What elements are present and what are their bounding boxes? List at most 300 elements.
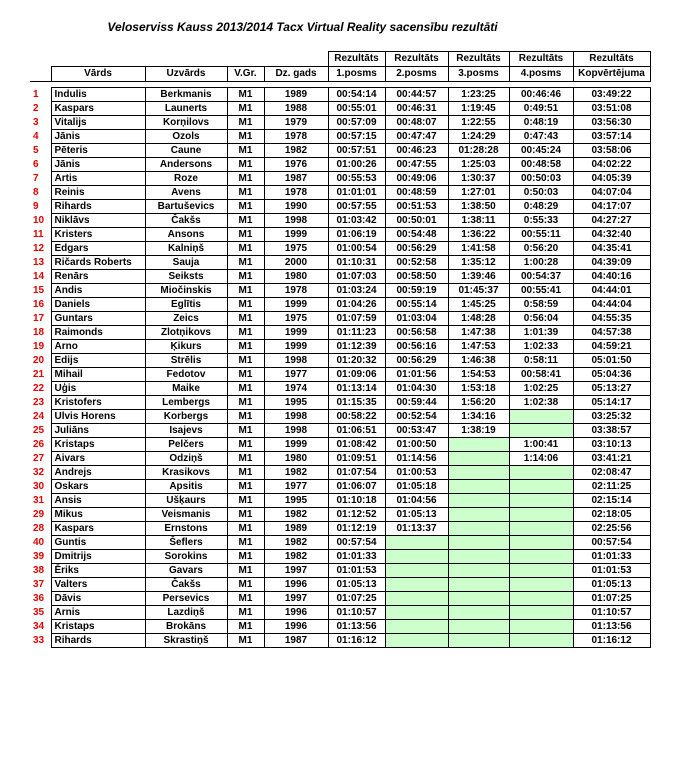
table-row [30, 298, 650, 312]
cell-r2: 00:56:29 [385, 354, 448, 368]
header-age-group: V.Gr. [227, 67, 264, 82]
cell-r2: 00:52:58 [385, 256, 448, 270]
header-result-total: Rezultāts [573, 52, 650, 67]
cell-first: Jānis [51, 130, 145, 144]
cell-r2 [385, 564, 448, 578]
header-birth-year: Dz. gads [264, 67, 328, 82]
cell-num: 17 [33, 313, 45, 324]
cell-r3 [448, 606, 509, 620]
cell-r3: 1:36:22 [448, 228, 509, 242]
table-row [30, 228, 650, 242]
cell-total: 04:44:01 [573, 284, 650, 298]
cell-r1: 01:06:07 [328, 480, 385, 494]
cell-first: Dāvis [51, 592, 145, 606]
cell-num: 24 [33, 411, 45, 422]
cell-first: Arnis [51, 606, 145, 620]
cell-num: 35 [33, 607, 45, 618]
cell-first: Jānis [51, 158, 145, 172]
cell-r3 [448, 508, 509, 522]
cell-vgr: M1 [227, 312, 264, 326]
cell-r3 [448, 522, 509, 536]
cell-r1: 01:12:52 [328, 508, 385, 522]
cell-total: 01:16:12 [573, 634, 650, 648]
cell-r2: 00:58:50 [385, 270, 448, 284]
cell-last: Miočinskis [145, 284, 227, 298]
cell-r1: 01:05:13 [328, 578, 385, 592]
table-row [30, 578, 650, 592]
cell-r2: 00:47:55 [385, 158, 448, 172]
cell-r4: 1:02:25 [509, 382, 573, 396]
table-row [30, 480, 650, 494]
cell-r1: 00:55:01 [328, 102, 385, 116]
table-row [30, 144, 650, 158]
cell-num: 27 [33, 453, 45, 464]
cell-r4 [509, 536, 573, 550]
cell-vgr: M1 [227, 172, 264, 186]
cell-total: 04:07:04 [573, 186, 650, 200]
cell-year: 1980 [264, 270, 328, 284]
cell-r4: 1:01:39 [509, 326, 573, 340]
cell-r2: 01:00:50 [385, 438, 448, 452]
cell-first: Vitalijs [51, 116, 145, 130]
cell-r3 [448, 550, 509, 564]
cell-r1: 01:13:56 [328, 620, 385, 634]
cell-r4: 0:55:33 [509, 214, 573, 228]
cell-r1: 01:06:19 [328, 228, 385, 242]
cell-r4 [509, 508, 573, 522]
cell-r2: 00:59:44 [385, 396, 448, 410]
cell-num: 5 [33, 145, 39, 156]
cell-r2: 00:53:47 [385, 424, 448, 438]
cell-year: 1974 [264, 382, 328, 396]
cell-r1: 00:57:51 [328, 144, 385, 158]
cell-total: 04:44:04 [573, 298, 650, 312]
cell-r3: 1:48:28 [448, 312, 509, 326]
table-row [30, 172, 650, 186]
cell-r2 [385, 578, 448, 592]
cell-r2: 01:01:56 [385, 368, 448, 382]
table-row [30, 452, 650, 466]
cell-first: Kristofers [51, 396, 145, 410]
cell-vgr: M1 [227, 396, 264, 410]
cell-year: 1998 [264, 214, 328, 228]
table-row [30, 396, 650, 410]
table-row [30, 214, 650, 228]
cell-vgr: M1 [227, 88, 264, 102]
cell-r3 [448, 494, 509, 508]
cell-r4: 0:56:04 [509, 312, 573, 326]
cell-first: Edgars [51, 242, 145, 256]
cell-last: Sauja [145, 256, 227, 270]
cell-first: Rihards [51, 634, 145, 648]
cell-r3: 1:47:38 [448, 326, 509, 340]
cell-year: 1999 [264, 326, 328, 340]
cell-total: 02:15:14 [573, 494, 650, 508]
cell-r4: 1:14:06 [509, 452, 573, 466]
cell-r1: 01:16:12 [328, 634, 385, 648]
cell-r4: 00:48:58 [509, 158, 573, 172]
cell-r4: 0:49:51 [509, 102, 573, 116]
cell-first: Oskars [51, 480, 145, 494]
cell-total: 04:59:21 [573, 340, 650, 354]
cell-year: 1999 [264, 228, 328, 242]
cell-total: 04:35:41 [573, 242, 650, 256]
cell-r2: 01:05:18 [385, 480, 448, 494]
table-row [30, 354, 650, 368]
page-title [0, 20, 691, 34]
cell-total: 03:41:21 [573, 452, 650, 466]
cell-vgr: M1 [227, 620, 264, 634]
cell-vgr: M1 [227, 298, 264, 312]
cell-last: Andersons [145, 158, 227, 172]
cell-r2 [385, 550, 448, 564]
cell-vgr: M1 [227, 522, 264, 536]
cell-last: Caune [145, 144, 227, 158]
cell-r3: 1:38:50 [448, 200, 509, 214]
cell-r1: 01:12:19 [328, 522, 385, 536]
cell-r3 [448, 564, 509, 578]
table-row [30, 382, 650, 396]
cell-r1: 01:12:39 [328, 340, 385, 354]
cell-vgr: M1 [227, 158, 264, 172]
cell-vgr: M1 [227, 438, 264, 452]
cell-total: 04:02:22 [573, 158, 650, 172]
header-stage-3: 3.posms [448, 67, 509, 82]
cell-r2: 00:51:53 [385, 200, 448, 214]
table-row [30, 284, 650, 298]
header-result-3: Rezultāts [448, 52, 509, 67]
cell-r4: 0:48:19 [509, 116, 573, 130]
cell-vgr: M1 [227, 256, 264, 270]
cell-r4: 0:50:03 [509, 186, 573, 200]
page-title-text: Veloserviss Kauss 2013/2014 Tacx Virtual Reality sacensību rezultāti [107, 20, 498, 34]
cell-last: Persevics [145, 592, 227, 606]
cell-num: 37 [33, 579, 45, 590]
cell-r1: 01:20:32 [328, 354, 385, 368]
table-row [30, 494, 650, 508]
cell-first: Kristaps [51, 438, 145, 452]
cell-r1: 01:13:14 [328, 382, 385, 396]
cell-r4: 1:02:33 [509, 340, 573, 354]
cell-r1: 00:58:22 [328, 410, 385, 424]
cell-year: 1989 [264, 522, 328, 536]
cell-num: 31 [33, 495, 45, 506]
cell-r1: 00:55:53 [328, 172, 385, 186]
cell-first: Mihail [51, 368, 145, 382]
cell-total: 04:05:39 [573, 172, 650, 186]
cell-last: Čakšs [145, 214, 227, 228]
cell-r4 [509, 606, 573, 620]
cell-last: Veismanis [145, 508, 227, 522]
cell-r3: 1:38:19 [448, 424, 509, 438]
cell-r2: 00:50:01 [385, 214, 448, 228]
cell-year: 1982 [264, 466, 328, 480]
cell-r1: 01:07:54 [328, 466, 385, 480]
cell-num: 2 [33, 103, 39, 114]
cell-year: 1982 [264, 536, 328, 550]
table-row [30, 116, 650, 130]
cell-num: 7 [33, 173, 39, 184]
cell-r2: 01:05:13 [385, 508, 448, 522]
cell-year: 1998 [264, 354, 328, 368]
table-row [30, 536, 650, 550]
table-row [30, 438, 650, 452]
cell-year: 1982 [264, 550, 328, 564]
cell-first: Rihards [51, 200, 145, 214]
cell-last: Apsitis [145, 480, 227, 494]
table-row [30, 620, 650, 634]
cell-num: 13 [33, 257, 45, 268]
cell-num: 36 [33, 593, 45, 604]
cell-num: 10 [33, 215, 45, 226]
cell-r2: 00:48:07 [385, 116, 448, 130]
cell-vgr: M1 [227, 284, 264, 298]
cell-r3 [448, 620, 509, 634]
cell-r1: 01:07:59 [328, 312, 385, 326]
cell-year: 1998 [264, 410, 328, 424]
cell-r1: 01:04:26 [328, 298, 385, 312]
cell-year: 1975 [264, 242, 328, 256]
cell-r4 [509, 480, 573, 494]
cell-last: Odziņš [145, 452, 227, 466]
cell-year: 1979 [264, 116, 328, 130]
cell-r3: 1:19:45 [448, 102, 509, 116]
header-stage-4: 4.posms [509, 67, 573, 82]
cell-first: Andrejs [51, 466, 145, 480]
cell-num: 4 [33, 131, 39, 142]
table-row [30, 312, 650, 326]
cell-vgr: M1 [227, 536, 264, 550]
table-row [30, 410, 650, 424]
cell-last: Launerts [145, 102, 227, 116]
cell-year: 1989 [264, 88, 328, 102]
cell-r1: 00:54:14 [328, 88, 385, 102]
cell-year: 1978 [264, 186, 328, 200]
cell-r2: 01:13:37 [385, 522, 448, 536]
cell-r4: 0:58:59 [509, 298, 573, 312]
cell-last: Zlotņikovs [145, 326, 227, 340]
cell-last: Zeics [145, 312, 227, 326]
cell-year: 1988 [264, 102, 328, 116]
cell-year: 1976 [264, 158, 328, 172]
cell-num: 39 [33, 551, 45, 562]
cell-first: Kristers [51, 228, 145, 242]
cell-r1: 01:03:24 [328, 284, 385, 298]
table-row [30, 256, 650, 270]
cell-r2 [385, 634, 448, 648]
cell-r2: 00:52:54 [385, 410, 448, 424]
cell-year: 1987 [264, 172, 328, 186]
cell-total: 05:01:50 [573, 354, 650, 368]
cell-num: 21 [33, 369, 45, 380]
cell-first: Guntars [51, 312, 145, 326]
cell-first: Edijs [51, 354, 145, 368]
cell-r4: 1:00:41 [509, 438, 573, 452]
cell-r4 [509, 410, 573, 424]
cell-num: 25 [33, 425, 45, 436]
cell-year: 1977 [264, 480, 328, 494]
cell-last: Sorokins [145, 550, 227, 564]
cell-num: 34 [33, 621, 45, 632]
cell-last: Avens [145, 186, 227, 200]
table-row [30, 424, 650, 438]
cell-year: 1995 [264, 396, 328, 410]
cell-num: 8 [33, 187, 39, 198]
cell-total: 05:04:36 [573, 368, 650, 382]
cell-r1: 01:10:31 [328, 256, 385, 270]
cell-year: 1999 [264, 438, 328, 452]
cell-r1: 01:01:33 [328, 550, 385, 564]
cell-vgr: M1 [227, 214, 264, 228]
cell-total: 02:11:25 [573, 480, 650, 494]
cell-first: Ēriks [51, 564, 145, 578]
cell-total: 05:13:27 [573, 382, 650, 396]
cell-year: 1977 [264, 368, 328, 382]
cell-r4 [509, 424, 573, 438]
cell-r3: 1:27:01 [448, 186, 509, 200]
cell-vgr: M1 [227, 102, 264, 116]
cell-vgr: M1 [227, 186, 264, 200]
cell-vgr: M1 [227, 424, 264, 438]
cell-last: Ernstons [145, 522, 227, 536]
cell-vgr: M1 [227, 354, 264, 368]
cell-r3: 1:22:55 [448, 116, 509, 130]
cell-r1: 00:57:15 [328, 130, 385, 144]
cell-r1: 01:01:01 [328, 186, 385, 200]
cell-first: Aivars [51, 452, 145, 466]
cell-r2: 00:59:19 [385, 284, 448, 298]
table-row [30, 592, 650, 606]
cell-first: Renārs [51, 270, 145, 284]
cell-r2: 00:49:06 [385, 172, 448, 186]
cell-year: 1980 [264, 452, 328, 466]
cell-last: Gavars [145, 564, 227, 578]
cell-total: 04:57:38 [573, 326, 650, 340]
cell-r3: 1:34:16 [448, 410, 509, 424]
cell-r2: 00:56:29 [385, 242, 448, 256]
table-row [30, 606, 650, 620]
table-row [30, 130, 650, 144]
cell-r4 [509, 592, 573, 606]
cell-year: 1998 [264, 424, 328, 438]
cell-first: Raimonds [51, 326, 145, 340]
cell-num: 9 [33, 201, 39, 212]
cell-r3 [448, 438, 509, 452]
cell-first: Ulvis Horens [51, 410, 145, 424]
cell-r3: 1:24:29 [448, 130, 509, 144]
cell-num: 23 [33, 397, 45, 408]
cell-num: 22 [33, 383, 45, 394]
cell-r2 [385, 606, 448, 620]
cell-total: 01:05:13 [573, 578, 650, 592]
cell-vgr: M1 [227, 480, 264, 494]
cell-num: 18 [33, 327, 45, 338]
cell-last: Kalniņš [145, 242, 227, 256]
cell-year: 1999 [264, 340, 328, 354]
table-row [30, 634, 650, 648]
cell-vgr: M1 [227, 340, 264, 354]
cell-vgr: M1 [227, 508, 264, 522]
header-result-4: Rezultāts [509, 52, 573, 67]
cell-r2: 01:03:04 [385, 312, 448, 326]
cell-total: 03:51:08 [573, 102, 650, 116]
cell-r1: 00:57:54 [328, 536, 385, 550]
table-row [30, 88, 650, 102]
header-stage-1: 1.posms [328, 67, 385, 82]
cell-r4: 00:58:41 [509, 368, 573, 382]
cell-r3 [448, 634, 509, 648]
cell-first: Indulis [51, 88, 145, 102]
cell-last: Brokāns [145, 620, 227, 634]
cell-num: 26 [33, 439, 45, 450]
cell-year: 1995 [264, 494, 328, 508]
cell-first: Daniels [51, 298, 145, 312]
cell-total: 03:38:57 [573, 424, 650, 438]
cell-r2: 00:46:23 [385, 144, 448, 158]
cell-r3 [448, 466, 509, 480]
cell-r3 [448, 480, 509, 494]
header-overall: Kopvērtējuma [573, 67, 650, 82]
cell-num: 12 [33, 243, 45, 254]
cell-total: 03:10:13 [573, 438, 650, 452]
cell-total: 04:39:09 [573, 256, 650, 270]
results-table [30, 51, 651, 648]
table-row [30, 102, 650, 116]
cell-r4: 00:50:03 [509, 172, 573, 186]
cell-total: 05:14:17 [573, 396, 650, 410]
cell-first: Niklāvs [51, 214, 145, 228]
cell-num: 30 [33, 481, 45, 492]
cell-r4: 1:00:28 [509, 256, 573, 270]
table-row [30, 550, 650, 564]
cell-r1: 01:09:51 [328, 452, 385, 466]
table-row [30, 242, 650, 256]
table-row [30, 522, 650, 536]
cell-last: Lembergs [145, 396, 227, 410]
cell-last: Korbergs [145, 410, 227, 424]
table-row [30, 466, 650, 480]
table-row [30, 270, 650, 284]
cell-r2: 01:00:53 [385, 466, 448, 480]
cell-last: Pelčers [145, 438, 227, 452]
cell-r4 [509, 620, 573, 634]
header-last-name: Uzvārds [145, 67, 227, 82]
cell-r3: 1:47:53 [448, 340, 509, 354]
cell-r4 [509, 466, 573, 480]
cell-r2: 00:56:16 [385, 340, 448, 354]
cell-r2: 00:47:47 [385, 130, 448, 144]
cell-vgr: M1 [227, 550, 264, 564]
cell-last: Ansons [145, 228, 227, 242]
cell-total: 01:13:56 [573, 620, 650, 634]
table-row [30, 158, 650, 172]
cell-year: 1996 [264, 578, 328, 592]
cell-vgr: M1 [227, 144, 264, 158]
cell-last: Berkmanis [145, 88, 227, 102]
cell-total: 04:27:27 [573, 214, 650, 228]
cell-r3: 1:35:12 [448, 256, 509, 270]
table-row [30, 340, 650, 354]
cell-r1: 01:09:06 [328, 368, 385, 382]
cell-year: 1982 [264, 508, 328, 522]
cell-first: Andis [51, 284, 145, 298]
cell-r4: 0:48:29 [509, 200, 573, 214]
cell-last: Lazdiņš [145, 606, 227, 620]
cell-r1: 01:00:26 [328, 158, 385, 172]
cell-first: Uģis [51, 382, 145, 396]
cell-last: Bartuševics [145, 200, 227, 214]
cell-first: Kaspars [51, 522, 145, 536]
